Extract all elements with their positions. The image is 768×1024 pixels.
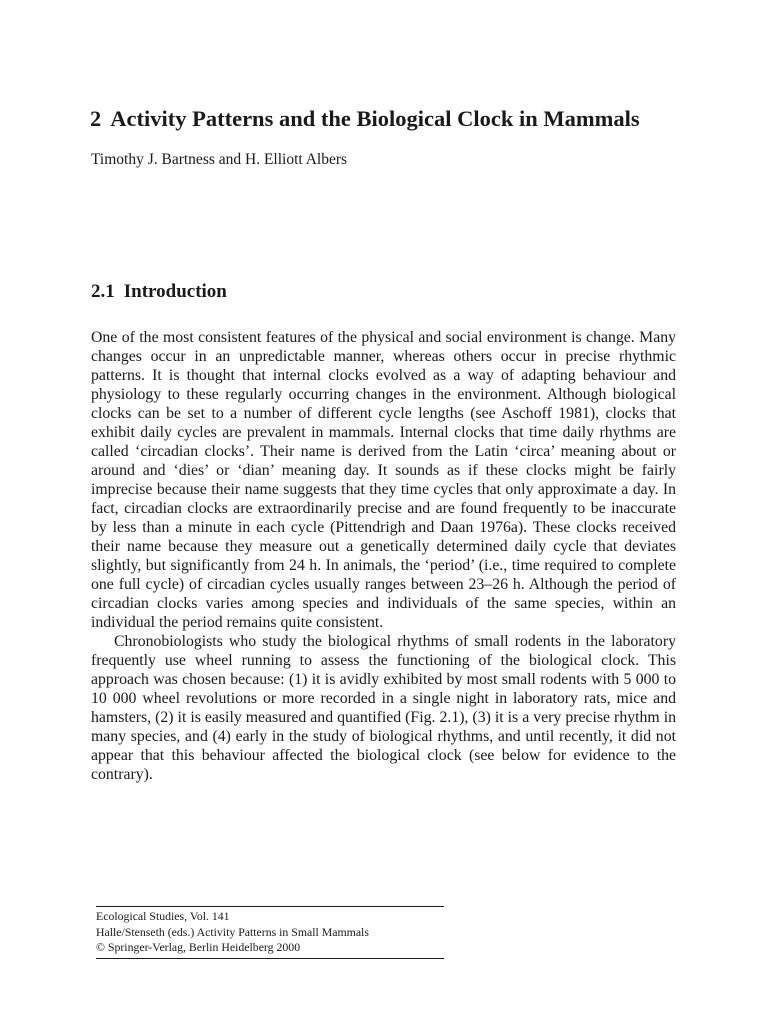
chapter-number: 2 <box>90 106 102 131</box>
body-text <box>91 328 676 784</box>
paragraph-1: One of the most consistent features of the physical and social environment is change. Many changes occur in an unpredictable manner, whereas others occur in precise rhythmic patterns. It is thought that internal clocks evolved as a way of adapting behaviour and physiology to these regularly occurring changes in the environment. Although biological clocks can be set to a number of different cycle lengths (see Aschoff 1981), clocks that exhibit daily cycles are prevalent in mammals. Internal clocks that time daily rhythms are called ‘circadian clocks’. Their name is derived from the Latin ‘circa’ meaning about or around and ‘dies’ or ‘dian’ meaning day. It sounds as if these clocks might be fairly imprecise because their name suggests that they time cycles that only approximate a day. In fact, circadian clocks are extraordinarily precise and are found frequently to be inaccurate by less than a minute in each cycle (Pittendrigh and Daan 1976a). These clocks received their name because they measure out a genetically determined daily cycle that deviates slightly, but significantly from 24 h. In animals, the ‘period’ (i.e., time required to complete one full cycle) of circadian cycles usually ranges between 23–26 h. Although the period of circadian clocks varies among species and individuals of the same species, within an individual the period remains quite consistent. <box>91 329 676 631</box>
chapter-title-text: Activity Patterns and the Biological Clock in Mammals <box>110 106 640 131</box>
footnote-editors: Halle/Stenseth (eds.) Activity Patterns in Small Mammals <box>96 924 369 939</box>
footnote-series: Ecological Studies, Vol. 141 <box>96 909 230 923</box>
section-heading <box>91 281 227 303</box>
section-number: 2.1 <box>91 281 115 302</box>
paragraph-2: Chronobiologists who study the biological rhythms of small rodents in the laboratory frequently use wheel running to assess the functioning of the biological clock. This approach was chosen because: (1) it is avidly exhibited by most small rodents with 5 000 to 10 000 wheel revolutions or more recorded in a single night in laboratory rats, mice and hamsters, (2) it is easily measured and quantified (Fig. 2.1), (3) it is a very precise rhythm in many species, and (4) early in the study of biological rhythms, and until recently, it did not appear that this behaviour affected the biological clock (see below for evidence to the contrary). <box>91 633 676 783</box>
publication-footnote <box>96 906 444 959</box>
section-title: Introduction <box>123 281 227 302</box>
chapter-title <box>90 106 640 132</box>
footnote-copyright: © Springer-Verlag, Berlin Heidelberg 2000 <box>96 940 301 954</box>
chapter-authors: Timothy J. Bartness and H. Elliott Albers <box>91 151 348 168</box>
